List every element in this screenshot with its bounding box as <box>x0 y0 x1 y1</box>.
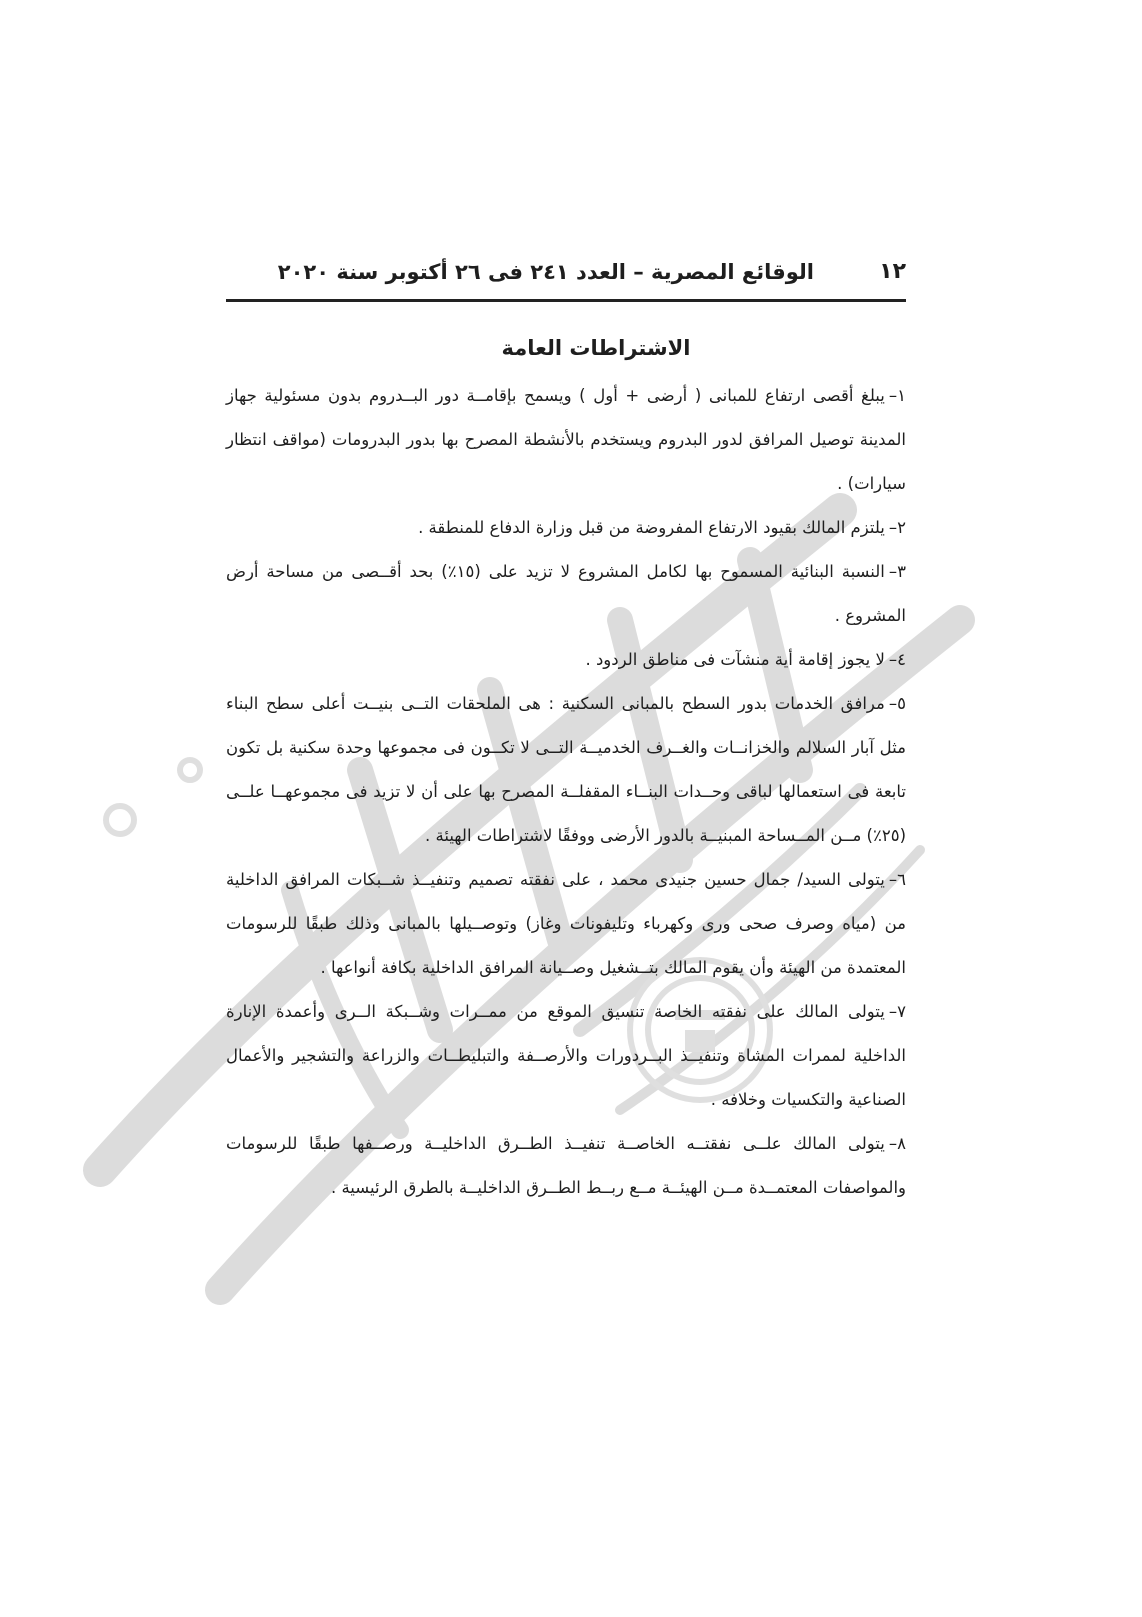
clause-number: ٨– <box>888 1134 906 1153</box>
header-rule <box>226 299 906 302</box>
clause-text: يتولى المالك علــى نفقتــه الخاصــة تنفيــذ الطــرق الداخليــة ورصــفها طبقًا للرسومات والمواصفات المعتمــدة مــن الهيئــة مــع ربــط الطــرق الداخليــة بالطرق الرئيسية . <box>226 1134 906 1197</box>
clause-number: ٧– <box>888 1002 906 1021</box>
clause-2 <box>226 506 906 550</box>
clause-text: مرافق الخدمات بدور السطح بالمبانى السكنية : هى الملحقات التــى بنيــت أعلى سطح البناء مثل آبار السلالم والخزانــات والغــرف الخدميــة التــى لا تكــون فى مجموعها وحدة سكنية بل تكون تابعة فى استعمالها لباقى وحــدات البنــاء المقفلــة المصرح بها على أن لا تزيد فى مجموعهــا علــى (٢٥٪) مــن المــساحة المبنيــة بالدور الأرضى ووفقًا لاشتراطات الهيئة . <box>226 694 906 845</box>
clause-text: النسبة البنائية المسموح بها لكامل المشروع لا تزيد على (١٥٪) بحد أقــصى من مساحة أرض المشروع . <box>226 562 906 625</box>
clause-3 <box>226 550 906 638</box>
running-head: الوقائع المصرية – العدد ٢٤١ فى ٢٦ أكتوبر سنة ٢٠٢٠ <box>277 260 814 284</box>
clause-7 <box>226 990 906 1122</box>
page-number: ١٢ <box>879 259 906 284</box>
clause-4 <box>226 638 906 682</box>
document-body <box>226 322 906 1210</box>
clause-1 <box>226 374 906 506</box>
clause-text: يلتزم المالك بقيود الارتفاع المفروضة من قبل وزارة الدفاع للمنطقة . <box>418 518 885 537</box>
clause-text: يتولى السيد/ جمال حسين جنيدى محمد ، على نفقته تصميم وتنفيــذ شــبكات المرافق الداخلية من (مياه وصرف صحى ورى وكهرباء وتليفونات وغاز) وتوصــيلها بالمبانى وذلك طبقًا للرسومات المعتمدة من الهيئة وأن يقوم المالك بتــشغيل وصــيانة المرافق الداخلية بكافة أنواعها . <box>226 870 906 977</box>
clause-5 <box>226 682 906 858</box>
clause-number: ١– <box>888 386 906 405</box>
section-title: الاشتراطات العامة <box>501 336 691 360</box>
clause-number: ٣– <box>888 562 906 581</box>
clause-text: يبلغ أقصى ارتفاع للمبانى ( أرضى + أول ) ويسمح بإقامــة دور البــدروم بدون مسئولية جهاز المدينة توصيل المرافق لدور البدروم ويستخدم بالأنشطة المصرح بها بدور البدرومات (مواقف انتظار سيارات) . <box>226 386 906 493</box>
clause-8 <box>226 1122 906 1210</box>
clause-number: ٢– <box>888 518 906 537</box>
clause-number: ٤– <box>888 650 906 669</box>
page-header <box>226 256 906 292</box>
clause-text: يتولى المالك على نفقته الخاصة تنسيق الموقع من ممــرات وشــبكة الــرى وأعمدة الإنارة الداخلية لممرات المشاة وتنفيــذ البــردورات والأرصــفة والتبليطــات والزراعة والتشجير والأعمال الصناعية والتكسيات وخلافه . <box>226 1002 906 1109</box>
clause-number: ٥– <box>888 694 906 713</box>
clause-number: ٦– <box>888 870 906 889</box>
clause-6 <box>226 858 906 990</box>
clause-text: لا يجوز إقامة أية منشآت فى مناطق الردود . <box>585 650 885 669</box>
